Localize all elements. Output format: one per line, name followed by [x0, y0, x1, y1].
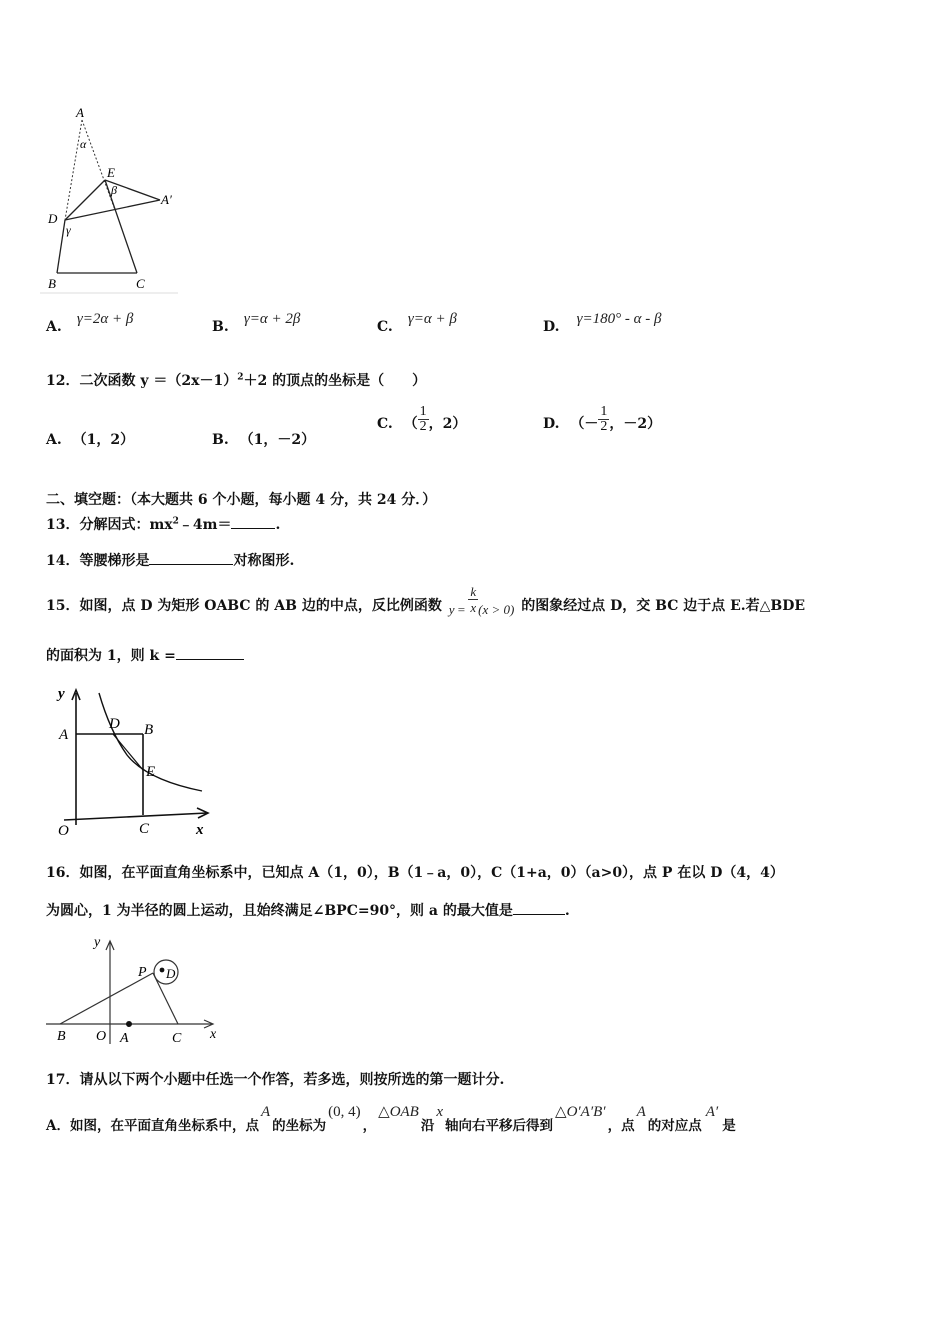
option-open: （－: [570, 415, 599, 432]
q11-label-beta: β: [111, 183, 117, 197]
option-label: C.: [377, 319, 393, 335]
option-formula: γ=α + 2β: [243, 311, 301, 327]
q15-label-x: x: [196, 822, 204, 838]
q15-label-D: D: [109, 716, 120, 732]
q15-label-E: E: [146, 764, 156, 780]
q16-answer-blank[interactable]: [513, 900, 565, 915]
q11-option-b: [212, 311, 301, 336]
q16-label-C: C: [172, 1031, 182, 1046]
option-label: D.: [543, 415, 560, 432]
q16-figure: [44, 932, 224, 1048]
q12-option-b: [212, 429, 315, 449]
q17-a-text4: 轴向右平移后得到: [445, 1118, 554, 1134]
q17-a-text2: 的坐标为: [272, 1118, 327, 1134]
q15-label-C: C: [139, 821, 150, 837]
fraction-numerator: 1: [600, 404, 608, 419]
q17-a-text7: 是: [722, 1118, 736, 1134]
q16-label-y: y: [94, 935, 101, 950]
q17-a-comma: ，: [362, 1118, 377, 1134]
q11-label-A-prime: A′: [161, 192, 172, 207]
q17-a-triangle: △OAB: [378, 1104, 419, 1120]
formula-fraction: [468, 584, 478, 615]
q15-label-y: y: [58, 686, 65, 702]
q15-label-A: A: [59, 727, 69, 743]
q11-label-D: D: [48, 211, 58, 226]
q13-suffix: ﹣4m＝: [178, 517, 232, 533]
option-text: （1，2）: [72, 432, 135, 448]
formula-eq: =: [454, 601, 469, 617]
formula-y: y: [448, 601, 455, 617]
q15-line2-text: 的面积为 1，则 k =: [46, 648, 176, 664]
q11-label-B: B: [48, 276, 56, 291]
fraction-denominator: 2: [600, 419, 608, 434]
q11-option-d: [543, 311, 662, 336]
q15-answer-blank[interactable]: [176, 645, 244, 660]
q13-prefix: 13．分解因式：mx: [46, 517, 173, 533]
q13: [46, 514, 280, 534]
q17-a-text6: 的对应点: [647, 1118, 702, 1134]
q16-line1: 16．如图，在平面直角坐标系中，已知点 A（1，0），B（1﹣a，0），C（1+a，0）（a>0），点 P 在以 D（4，4）: [46, 865, 784, 881]
q17-a-coord: (0, 4): [328, 1104, 361, 1120]
option-text: （1，－2）: [239, 432, 316, 448]
fraction-denominator: 2: [419, 419, 427, 434]
q17-stem: 17．请从以下两个小题中任选一个作答，若多选，则按所选的第一题计分.: [46, 1072, 505, 1088]
q12-d-fraction: [598, 405, 609, 434]
option-formula: γ=2α + β: [76, 311, 134, 327]
q17-a-axis: x: [436, 1104, 444, 1120]
option-open: （: [403, 415, 418, 432]
option-label: A.: [46, 319, 62, 335]
q12-stem-suffix: ＋2 的顶点的坐标是（ ）: [243, 373, 427, 389]
formula-condition: (x > 0): [478, 601, 515, 617]
q14-suffix: 对称图形.: [233, 553, 295, 569]
option-formula: γ=180° - α - β: [576, 311, 662, 327]
q12-c-fraction: [418, 405, 429, 434]
fraction-numerator: k: [470, 584, 477, 599]
q12-stem-sup: 2: [237, 372, 244, 383]
q16-label-B: B: [57, 1029, 66, 1044]
q15-label-B: B: [144, 722, 154, 738]
q15-line2: [46, 645, 244, 665]
q11-option-a: [46, 311, 134, 336]
q15-formula: [449, 584, 515, 615]
q11-option-c: [377, 311, 457, 336]
q17-a-pointA: A: [260, 1104, 271, 1120]
option-label: B.: [212, 319, 229, 335]
option-label: B.: [212, 432, 229, 448]
q16-label-P: P: [138, 965, 147, 980]
q12-option-d: [543, 405, 661, 434]
q16-line2-end: .: [564, 903, 570, 919]
option-label: D.: [543, 319, 560, 335]
q11-label-alpha: α: [80, 137, 87, 151]
option-close: ，－2）: [609, 415, 662, 432]
q16-label-A: A: [120, 1031, 129, 1046]
q12-option-a: [46, 429, 134, 449]
fraction-numerator: 1: [419, 404, 427, 419]
q15-line1: [46, 584, 805, 615]
q16-label-D: D: [166, 966, 176, 981]
q17-a-triangle2: △O′A′B′: [555, 1104, 606, 1120]
q11-label-A: A: [76, 105, 84, 120]
q13-sup: 2: [172, 516, 179, 527]
q17-part-a: [46, 1100, 736, 1134]
q17-a-pointA2: A: [636, 1104, 646, 1120]
q15-line1-prefix: 15．如图，点 D 为矩形 OABC 的 AB 边的中点，反比例函数: [46, 598, 442, 614]
q15-line1-suffix: 的图象经过点 D，交 BC 边于点 E.若△BDE: [521, 598, 806, 614]
option-label: C.: [377, 415, 393, 432]
q15-label-O: O: [58, 823, 69, 839]
q14: [46, 550, 294, 570]
section2-title: 二、填空题：（本大题共 6 个小题，每小题 4 分，共 24 分．）: [46, 492, 437, 508]
q17-a-text5: ，点: [607, 1118, 635, 1134]
option-formula: γ=α + β: [407, 311, 457, 327]
q14-answer-blank[interactable]: [149, 550, 233, 565]
q12-stem: [46, 370, 426, 390]
q11-label-E: E: [107, 165, 115, 180]
q11-figure: [40, 100, 190, 300]
fraction-denominator: x: [470, 600, 477, 615]
q17-a-text3: 沿: [420, 1118, 435, 1134]
q17-a-text1: A．如图，在平面直角坐标系中，点: [46, 1118, 259, 1134]
option-label: A.: [46, 432, 62, 448]
q16-line2: [46, 900, 570, 920]
q15-figure: [52, 683, 217, 839]
q16-line2-prefix: 为圆心，1 为半径的圆上运动，且始终满足∠BPC=90°，则 a 的最大值是: [46, 903, 513, 919]
q12-option-c: [377, 405, 466, 434]
q11-label-gamma: γ: [66, 223, 71, 237]
q13-end: .: [275, 517, 281, 533]
q17-a-pointA3: A′: [705, 1104, 719, 1120]
q11-label-C: C: [136, 276, 145, 291]
q12-stem-prefix: 12．二次函数 y ＝（2x－1）: [46, 373, 238, 389]
q13-answer-blank[interactable]: [231, 514, 275, 529]
option-close: ，2）: [428, 415, 467, 432]
q16-label-O: O: [96, 1029, 107, 1044]
q14-prefix: 14．等腰梯形是: [46, 553, 150, 569]
q16-label-x: x: [210, 1027, 217, 1042]
